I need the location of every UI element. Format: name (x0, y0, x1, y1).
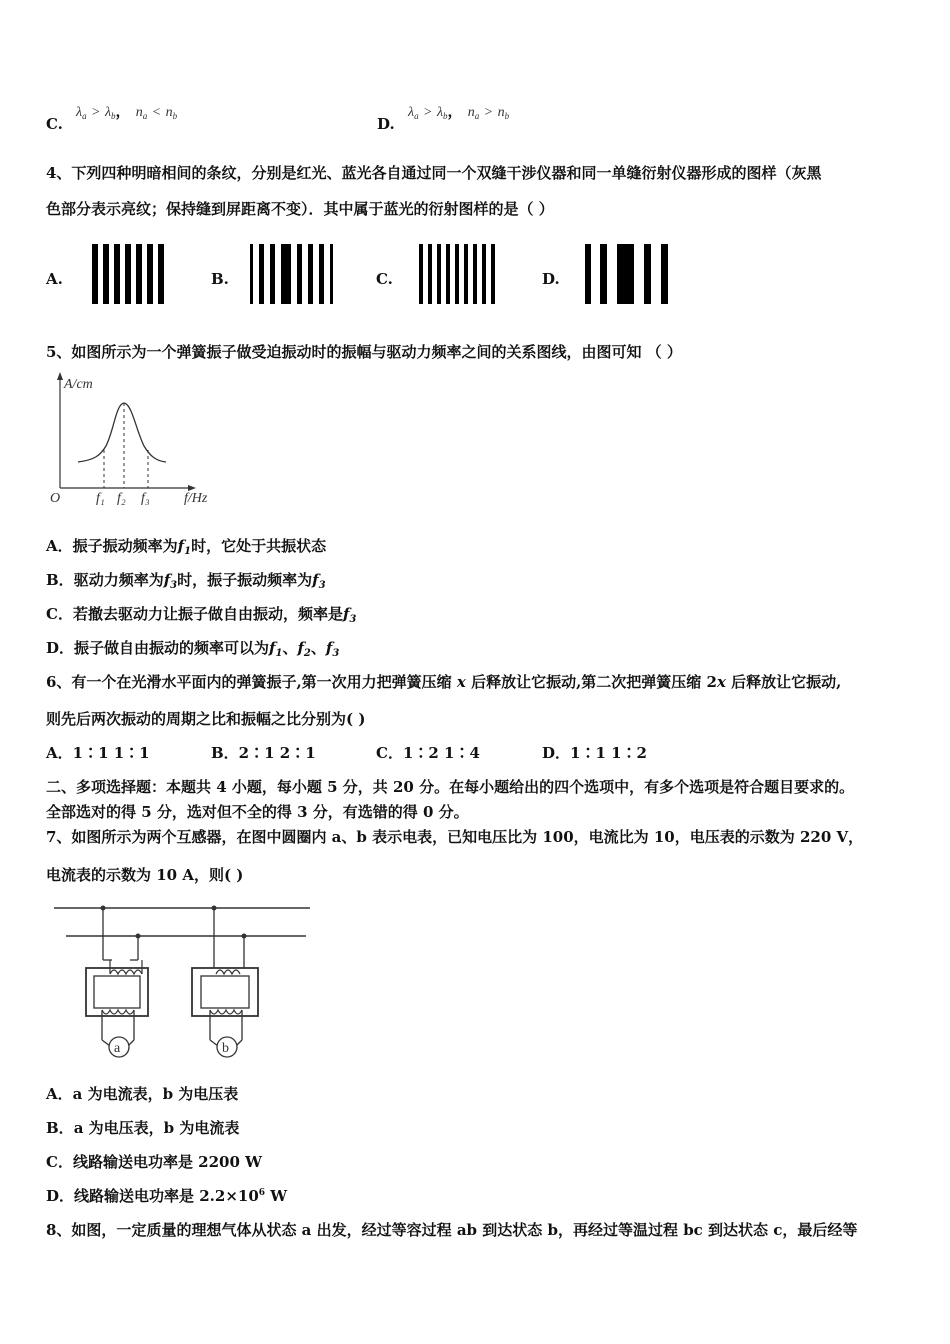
q4-stem-line1: 4、下列四种明暗相间的条纹，分别是红光、蓝光各自通过同一个双缝干涉仪器和同一单缝衍射仪器形成的图样（灰黑 (46, 164, 822, 182)
left-secondary-coil (102, 1010, 134, 1014)
q6-option-d[interactable]: D．1∶1 1∶2 (542, 744, 647, 762)
lambda-b: $\lambda_b$ (104, 105, 116, 121)
q3-option-d[interactable] (377, 115, 395, 133)
q3-option-c-label: C. (46, 115, 63, 133)
q7-option-d[interactable]: D．线路输送电功率是 $2.2\times 10^6$ W (46, 1187, 288, 1205)
q6-option-a[interactable]: A．1∶1 1∶1 (46, 744, 150, 762)
q5-option-d[interactable]: D．振子做自由振动的频率可以为$f_1$、$f_2$、$f_3$ (46, 639, 340, 659)
q5-stem: 5、如图所示为一个弹簧振子做受迫振动时的振幅与驱动力频率之间的关系图线，由图可知 （ ） (46, 343, 682, 361)
q4-option-d-label[interactable]: D. (542, 270, 560, 288)
q6-stem-line2: 则先后两次振动的周期之比和振幅之比分别为( ) (46, 710, 366, 728)
q6-stem-line1: 6、有一个在光滑水平面内的弹簧振子,第一次用力把弹簧压缩 x 后释放让它振动,第二次把弹簧压缩 2x 后释放让它振动, (46, 673, 842, 691)
tick-f2: f₂ (117, 491, 126, 506)
q7-option-b[interactable]: B．a 为电压表，b 为电流表 (46, 1119, 240, 1137)
tick-f3: f₃ (141, 491, 150, 506)
lambda-a: $\lambda_a$ (76, 105, 87, 121)
fringe-pattern-a[interactable] (92, 244, 172, 304)
q5-option-c[interactable]: C．若撤去驱动力让振子做自由振动，频率是$f_3$ (46, 605, 357, 625)
meter-a-label: a (114, 1041, 121, 1056)
meter-b-label: b (222, 1041, 229, 1056)
q5-option-b[interactable]: B．驱动力频率为$f_3$时，振子振动频率为$f_3$ (46, 571, 326, 591)
q3-option-d-label: D. (377, 115, 395, 133)
left-primary-coil (110, 970, 142, 974)
right-transformer-core (192, 968, 258, 1016)
q7-stem-line1: 7、如图所示为两个互感器，在图中圆圈内 a、b 表示电表，已知电压比为 100，电流比为 10，电压表的示数为 220 V， (46, 828, 864, 846)
q7-option-a[interactable]: A．a 为电流表，b 为电压表 (46, 1085, 239, 1103)
q6-option-c[interactable]: C．1∶2 1∶4 (376, 744, 480, 762)
fringe-pattern-d[interactable] (585, 244, 677, 304)
fringe-pattern-c[interactable] (419, 244, 499, 304)
fringe-pattern-b[interactable] (250, 244, 340, 304)
q4-option-a-label[interactable]: A. (46, 270, 63, 288)
q7-option-c[interactable]: C．线路输送电功率是 2200 W (46, 1153, 262, 1171)
q3-option-d-formula: $\lambda_a > \lambda_b$， $n_a > n_b$ (408, 102, 510, 121)
q3-option-c-formula: $\lambda_a > \lambda_b$， $n_a < n_b$ (76, 102, 178, 121)
resonance-curve (78, 403, 166, 462)
section2-intro-line2: 全部选对的得 5 分，选对但不全的得 3 分，有选错的得 0 分。 (46, 803, 469, 821)
origin-label: O (50, 491, 61, 506)
y-axis-label: A/cm (64, 377, 93, 392)
left-transformer-core (86, 968, 148, 1016)
q7-stem-line2: 电流表的示数为 10 A，则( ) (46, 866, 244, 884)
right-secondary-coil (210, 1010, 242, 1014)
n-b: $n_b$ (165, 105, 178, 121)
q6-option-b[interactable]: B．2∶1 2∶1 (211, 744, 316, 762)
q4-option-b-label[interactable]: B. (211, 270, 229, 288)
resonance-curve-chart (44, 370, 234, 510)
transformer-circuit-diagram (52, 900, 314, 1062)
n-a: $n_a$ (135, 105, 148, 121)
q4-stem-line2: 色部分表示亮纹；保持缝到屏距离不变）．其中属于蓝光的衍射图样的是（ ） (46, 200, 554, 218)
q8-stem-line1: 8、如图，一定质量的理想气体从状态 a 出发，经过等容过程 ab 到达状态 b，再经过等温过程 bc 到达状态 c，最后经等 (46, 1221, 858, 1239)
section2-intro-line1: 二、多项选择题：本题共 4 小题，每小题 5 分，共 20 分。在每小题给出的四个选项中，有多个选项是符合题目要求的。 (46, 778, 855, 796)
q4-option-c-label[interactable]: C. (376, 270, 393, 288)
x-axis-label: f/Hz (184, 491, 208, 506)
q5-option-a[interactable]: A．振子振动频率为$f_1$时，它处于共振状态 (46, 537, 327, 557)
y-axis-arrow (57, 372, 63, 380)
tick-f1: f₁ (96, 491, 105, 506)
right-primary-coil (216, 970, 240, 974)
q3-option-c[interactable] (46, 115, 63, 133)
